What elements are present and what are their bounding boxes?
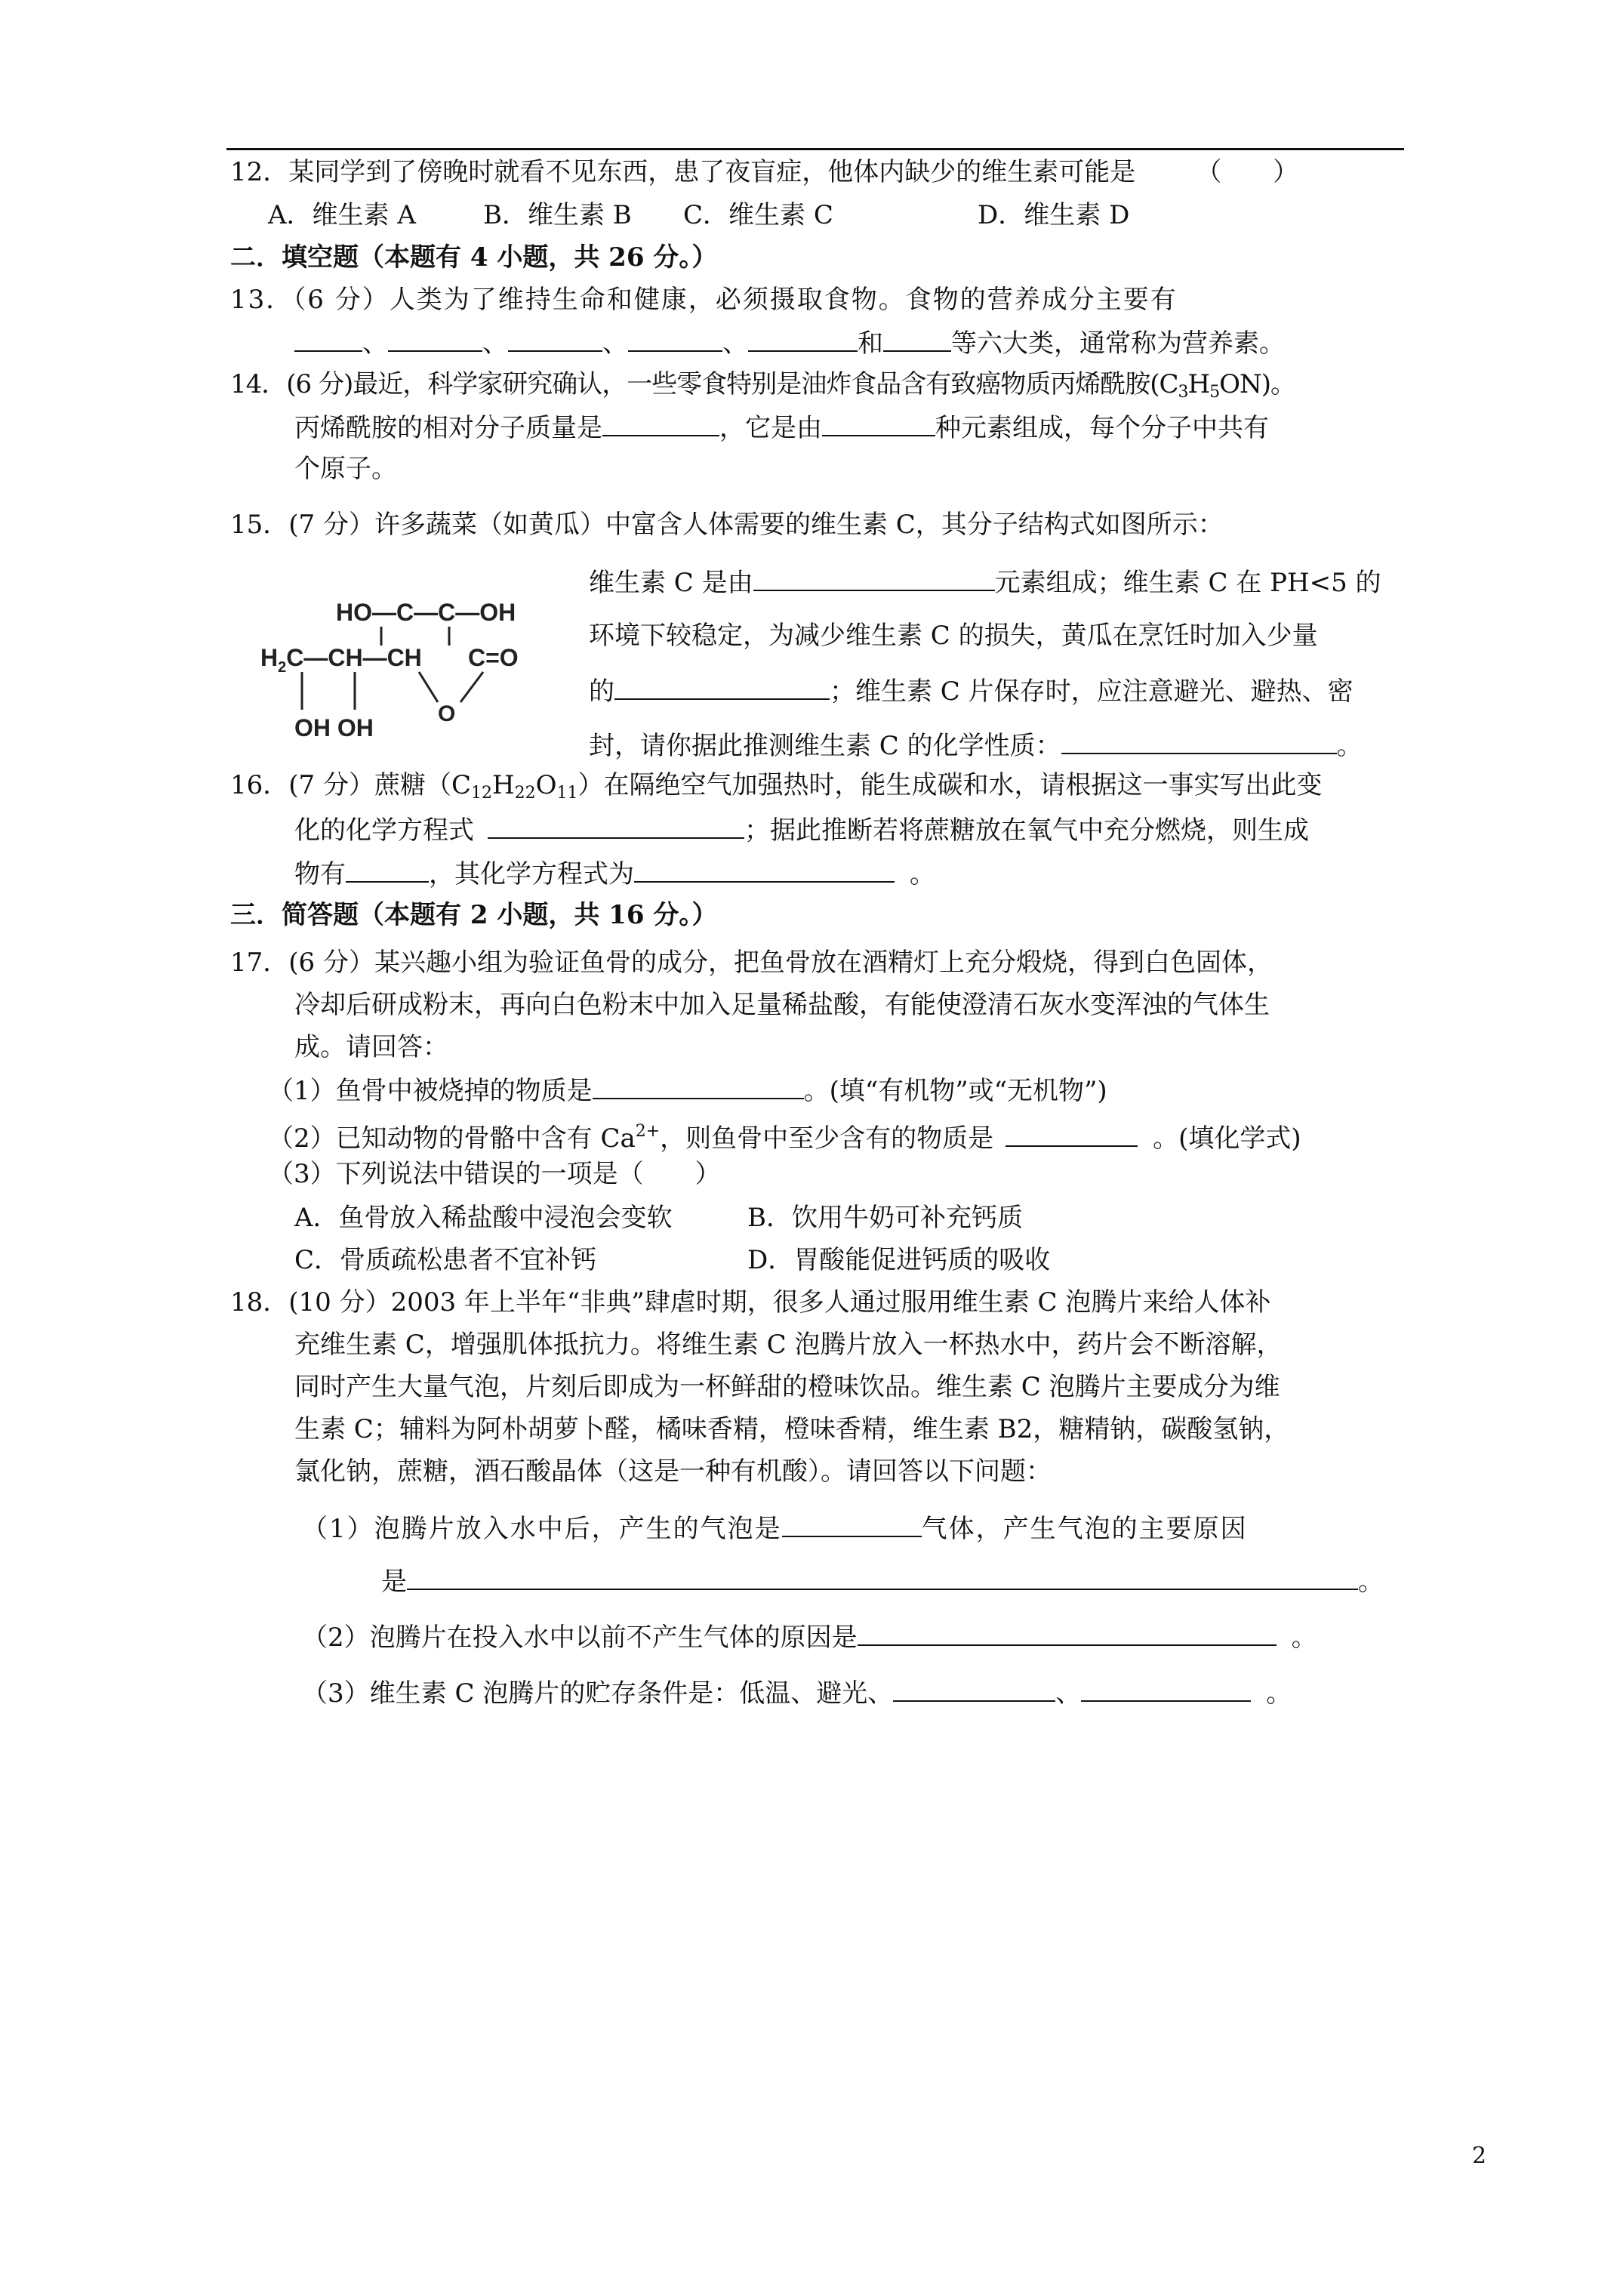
vitamin-c-structure-diagram (257, 581, 574, 744)
answer-blank[interactable] (407, 1561, 1358, 1590)
question-18-line4: 生素 C；辅料为阿朴胡萝卜醛，橘味香精，橙味香精，维生素 B2，糖精钠，碳酸氢钠， (294, 1414, 1290, 1444)
answer-blank[interactable] (822, 408, 935, 436)
question-12-options (268, 196, 1129, 234)
section-3-title: 三．简答题（本题有 2 小题，共 16 分。） (230, 900, 718, 930)
answer-blank[interactable] (748, 323, 858, 352)
answer-blank[interactable] (1061, 726, 1337, 754)
answer-blank[interactable] (883, 323, 951, 352)
question-17-part1: （1）鱼骨中被烧掉的物质是 。(填“有机物”或“无机物”) (268, 1071, 1107, 1110)
question-18-part2: （2）泡腾片在投入水中以前不产生气体的原因是 。 (302, 1617, 1317, 1657)
question-17-line2: 冷却后研成粉末，再向白色粉末中加入足量稀盐酸，有能使澄清石灰水变浑浊的气体生 (294, 990, 1270, 1020)
answer-blank[interactable] (614, 671, 830, 700)
question-15-line2: 维生素 C 是由 元素组成；维生素 C 在 PH<5 的 (589, 562, 1381, 602)
header-rule (226, 148, 1404, 150)
question-15: 15．(7 分）许多蔬菜（如黄瓜）中富含人体需要的维生素 C，其分子结构式如图所示： (230, 510, 1224, 540)
question-17-part2: （2）已知动物的骨骼中含有 $Ca^{2+}$，则鱼骨中至少含有的物质是 。(填化学式) (268, 1113, 1301, 1157)
answer-blank[interactable] (893, 1673, 1055, 1702)
option-b: B．维生素 B (483, 200, 632, 230)
question-17-part3: （3）下列说法中错误的一项是（ ） (268, 1159, 721, 1189)
question-16-line3: 物有 ，其化学方程式为 。 (294, 854, 935, 893)
answer-blank[interactable] (346, 854, 429, 883)
question-18-part3: （3）维生素 C 泡腾片的贮存条件是：低温、避光、 、 。 (302, 1673, 1292, 1712)
answer-blank[interactable] (628, 323, 722, 352)
answer-blank[interactable] (388, 323, 482, 352)
option-a: A．维生素 A (268, 200, 416, 230)
page-number: 2 (1472, 2143, 1487, 2169)
answer-blank[interactable] (1081, 1673, 1251, 1702)
question-13-blanks: 、 、 、 、 和 等六大类，通常称为营养素。 (294, 323, 1285, 362)
option-c: C．维生素 C (683, 200, 833, 230)
answer-blank[interactable] (1006, 1118, 1138, 1147)
structure-top: HO—C—C—OH (336, 599, 516, 626)
question-17-options-ab (294, 1199, 1023, 1237)
structure-bottom: OH OH (294, 714, 374, 741)
question-18-line3: 同时产生大量气泡，片刻后即成为一杯鲜甜的橙味饮品。维生素 C 泡腾片主要成分为维 (294, 1372, 1280, 1402)
option-b: B．饮用牛奶可补充钙质 (747, 1203, 1023, 1233)
question-17: 17．(6 分）某兴趣小组为验证鱼骨的成分，把鱼骨放在酒精灯上充分煅烧，得到白色固体， (230, 948, 1273, 978)
question-17-options-cd (294, 1241, 1050, 1279)
question-14-line3: 个原子。 (294, 454, 397, 484)
question-13: 13．（6 分）人类为了维持生命和健康，必须摄取食物。食物的营养成分主要有 (230, 285, 1178, 315)
answer-blank[interactable] (602, 408, 719, 436)
answer-blank[interactable] (753, 562, 995, 591)
question-16: 16．(7 分）蔗糖$(C_{12}H_{22}O_{11})$在隔绝空气加强热时，能生成碳和水，请根据这一事实写出此变 (230, 770, 1323, 803)
answer-blank[interactable] (858, 1617, 1277, 1646)
question-15-line5: 封，请你据此推测维生素 C 的化学性质： 。 (589, 726, 1363, 765)
question-12: 12．某同学到了傍晚时就看不见东西，患了夜盲症，他体内缺少的维生素可能是 （ ） (230, 157, 1299, 187)
section-2-title: 二．填空题（本题有 4 小题，共 26 分。） (230, 242, 718, 273)
option-d: D．维生素 D (978, 200, 1130, 230)
question-18-part1-cont: 是 。 (381, 1561, 1384, 1601)
question-17-line3: 成。请回答： (294, 1032, 448, 1062)
question-18-part1: （1）泡腾片放入水中后，产生的气泡是 气体，产生气泡的主要原因 (302, 1509, 1248, 1548)
question-18-line5: 氯化钠，蔗糖，酒石酸晶体（这是一种有机酸）。请回答以下问题： (294, 1456, 1052, 1487)
answer-blank[interactable] (488, 810, 744, 839)
answer-blank[interactable] (508, 323, 602, 352)
question-14: 14．(6 分)最近，科学家研究确认，一些零食特别是油炸食品含有致癌物质丙烯酰胺$(C_3H_5ON)$。 (230, 369, 1296, 402)
answer-blank[interactable] (294, 323, 362, 352)
structure-carbonyl: C=O (468, 644, 519, 671)
answer-blank[interactable] (782, 1509, 922, 1537)
answer-blank[interactable] (634, 854, 895, 883)
question-18: 18．(10 分）2003 年上半年“非典”肆虐时期，很多人通过服用维生素 C 泡腾片来给人体补 (230, 1287, 1271, 1318)
option-a: A．鱼骨放入稀盐酸中浸泡会变软 (294, 1203, 673, 1233)
option-d: D．胃酸能促进钙质的吸收 (747, 1245, 1051, 1275)
question-15-line3: 环境下较稳定，为减少维生素 C 的损失，黄瓜在烹饪时加入少量 (589, 621, 1318, 651)
option-c: C．骨质疏松患者不宜补钙 (294, 1245, 597, 1275)
question-16-line2: 化的化学方程式 ；据此推断若将蔗糖放在氧气中充分燃烧，则生成 (294, 810, 1309, 849)
question-15-line4: 的 ；维生素 C 片保存时，应注意避光、避热、密 (589, 671, 1354, 710)
structure-ring-oxygen: O (438, 701, 456, 726)
question-18-line2: 充维生素 C，增强肌体抵抗力。将维生素 C 泡腾片放入一杯热水中，药片会不断溶解， (294, 1330, 1283, 1360)
question-14-line2: 丙烯酰胺的相对分子质量是 ，它是由 种元素组成，每个分子中共有 (294, 408, 1269, 447)
answer-blank[interactable] (593, 1071, 804, 1099)
structure-mid-left: $H_2C—CH—CH$ (260, 644, 422, 676)
